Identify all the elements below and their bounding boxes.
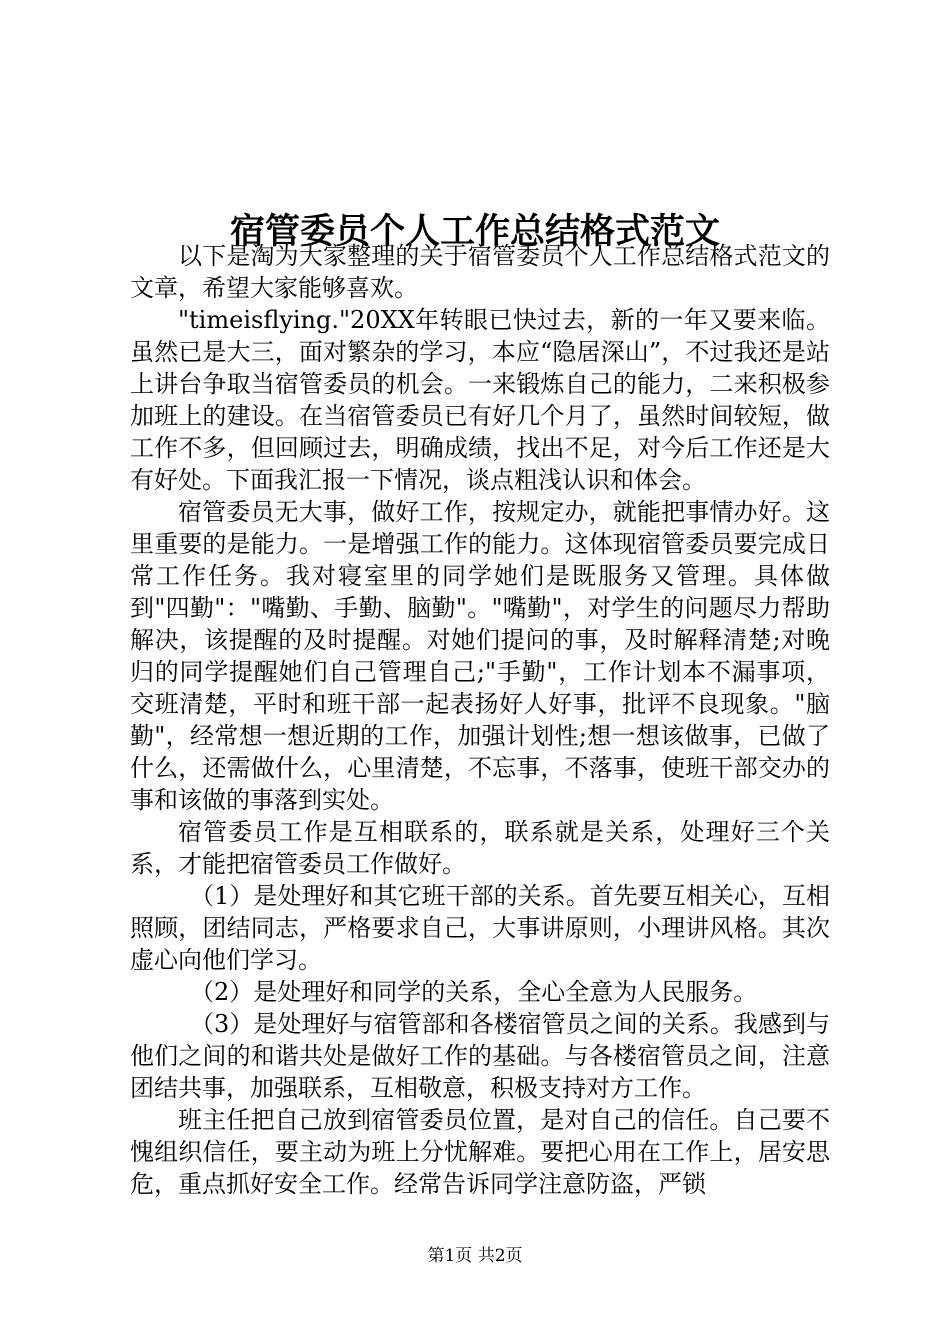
- paragraph-opening: "timeisflying."20XX年转眼已快过去，新的一年又要来临。虽然已是大三，面对繁杂的学习，本应“隐居深山”，不过我还是站上讲台争取当宿管委员的机会。一来锻炼自己的能力，二来积极参加班上的建设。在当宿管委员已有好几个月了，虽然时间较短，做工作不多，但回顾过去，明确成绩，找出不足，对今后工作还是大有好处。下面我汇报一下情况，谈点粗浅认识和体会。: [130, 306, 830, 494]
- paragraph-ability: 宿管委员无大事，做好工作，按规定办，就能把事情办好。这里重要的是能力。一是增强工作的能力。这体现宿管委员要完成日常工作任务。我对寝室里的同学她们是既服务又管理。具体做到"四勤"："嘴勤、手勤、脑勤"。"嘴勤"，对学生的问题尽力帮助解决，该提醒的及时提醒。对她们提问的事，及时解释清楚;对晚归的同学提醒她们自己管理自己;"手勤"，工作计划本不漏事项，交班清楚，平时和班干部一起表扬好人好事，批评不良现象。"脑勤"，经常想一想近期的工作，加强计划性;想一想该做事，已做了什么，还需做什么，心里清楚，不忘事，不落事，使班干部交办的事和该做的事落到实处。: [130, 498, 830, 814]
- document-title: 宿管委员个人工作总结格式范文: [229, 211, 720, 253]
- paragraph-intro: 以下是淘为大家整理的关于宿管委员个人工作总结格式范文的文章，希望大家能够喜欢。: [130, 242, 830, 302]
- page-number: 第1页 共2页: [427, 1246, 523, 1266]
- document-body: [130, 240, 830, 1200]
- paragraph-relation-3: （3）是处理好与宿管部和各楼宿管员之间的关系。我感到与他们之间的和谐共处是做好工作的基础。与各楼宿管员之间，注意团结共事，加强联系，互相敬意，积极支持对方工作。: [130, 1010, 830, 1102]
- paragraph-relations: 宿管委员工作是互相联系的，联系就是关系，处理好三个关系，才能把宿管委员工作做好。: [130, 818, 830, 878]
- paragraph-relation-1: （1）是处理好和其它班干部的关系。首先要互相关心，互相照顾，团结同志，严格要求自己，大事讲原则，小理讲风格。其次虚心向他们学习。: [130, 882, 830, 974]
- paragraph-trust: 班主任把自己放到宿管委员位置，是对自己的信任。自己要不愧组织信任，要主动为班上分忧解难。要把心用在工作上，居安思危，重点抓好安全工作。经常告诉同学注意防盗，严锁: [130, 1106, 830, 1198]
- paragraph-relation-2: （2）是处理好和同学的关系，全心全意为人民服务。: [190, 978, 758, 1006]
